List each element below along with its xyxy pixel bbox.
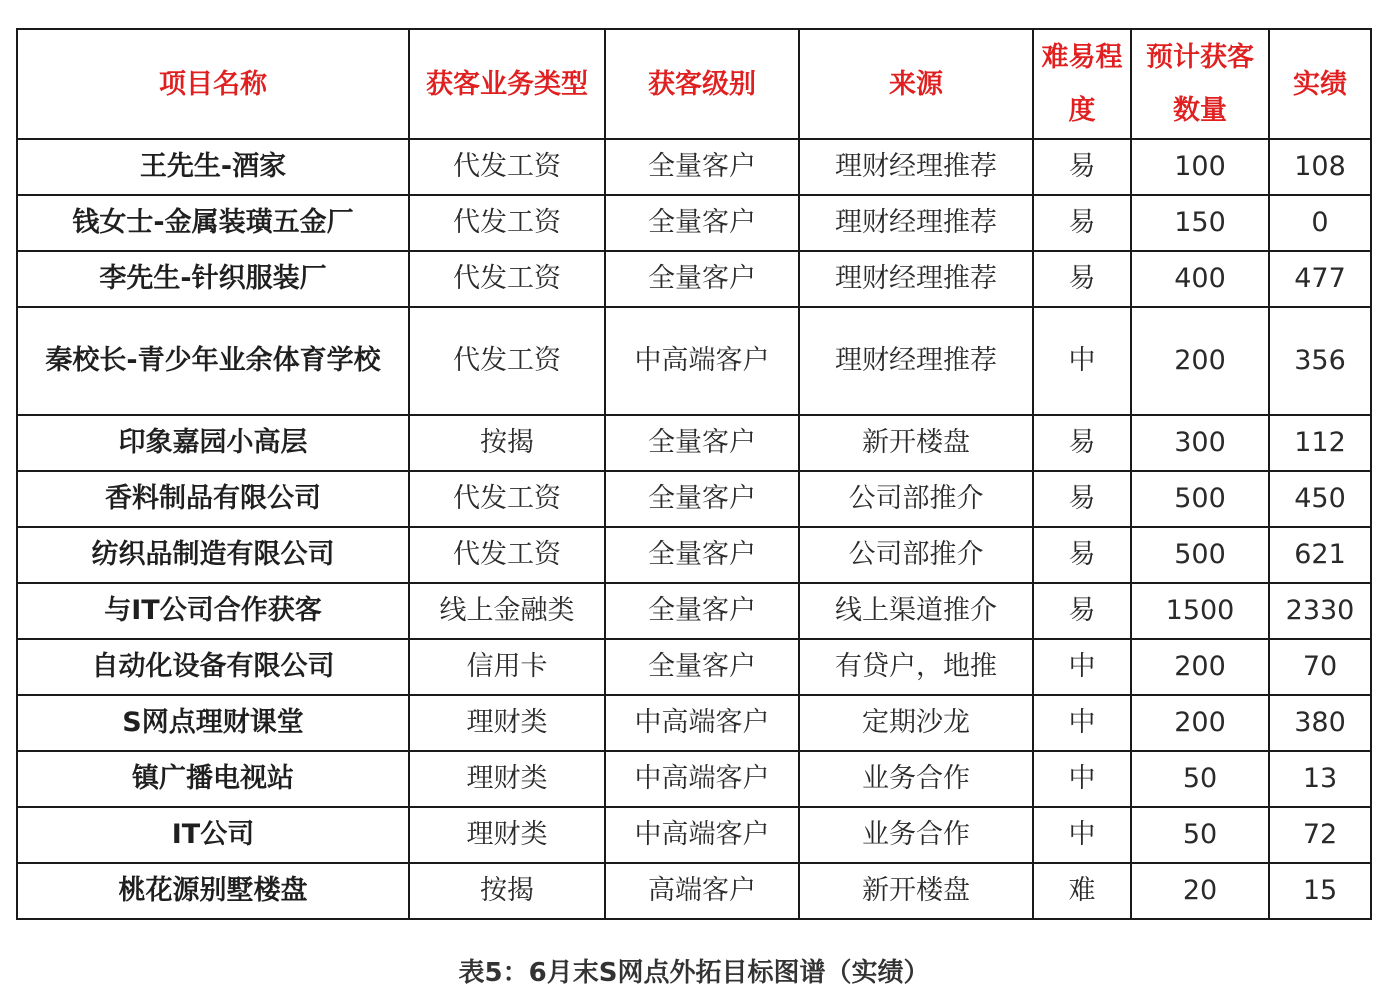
cell-source: 理财经理推荐 [799,139,1033,195]
cell-expected-count: 200 [1131,695,1269,751]
cell-customer-level: 全量客户 [605,527,799,583]
cell-actual: 15 [1269,863,1371,919]
header-actual: 实绩 [1269,29,1371,139]
cell-project-name: 桃花源别墅楼盘 [17,863,409,919]
cell-source: 公司部推介 [799,471,1033,527]
cell-customer-level: 中高端客户 [605,307,799,415]
cell-actual: 13 [1269,751,1371,807]
cell-expected-count: 500 [1131,527,1269,583]
cell-business-type: 信用卡 [409,639,605,695]
table-row [17,863,1371,919]
cell-source: 理财经理推荐 [799,195,1033,251]
cell-difficulty: 中 [1033,695,1131,751]
cell-actual: 0 [1269,195,1371,251]
cell-actual: 70 [1269,639,1371,695]
cell-customer-level: 全量客户 [605,251,799,307]
cell-actual: 380 [1269,695,1371,751]
cell-source: 公司部推介 [799,527,1033,583]
cell-actual: 356 [1269,307,1371,415]
cell-business-type: 代发工资 [409,195,605,251]
cell-actual: 112 [1269,415,1371,471]
cell-source: 有贷户，地推 [799,639,1033,695]
cell-expected-count: 300 [1131,415,1269,471]
cell-difficulty: 难 [1033,863,1131,919]
cell-source: 业务合作 [799,807,1033,863]
cell-expected-count: 400 [1131,251,1269,307]
cell-customer-level: 高端客户 [605,863,799,919]
header-project-name: 项目名称 [17,29,409,139]
target-table [16,28,1372,920]
cell-difficulty: 易 [1033,251,1131,307]
cell-project-name: 印象嘉园小高层 [17,415,409,471]
cell-business-type: 代发工资 [409,251,605,307]
cell-actual: 621 [1269,527,1371,583]
cell-source: 业务合作 [799,751,1033,807]
cell-customer-level: 中高端客户 [605,695,799,751]
cell-customer-level: 全量客户 [605,639,799,695]
cell-business-type: 线上金融类 [409,583,605,639]
cell-source: 理财经理推荐 [799,251,1033,307]
cell-expected-count: 500 [1131,471,1269,527]
cell-difficulty: 中 [1033,807,1131,863]
cell-customer-level: 全量客户 [605,195,799,251]
cell-project-name: 香料制品有限公司 [17,471,409,527]
cell-customer-level: 全量客户 [605,139,799,195]
header-expected-count: 预计获客数量 [1131,29,1269,139]
header-difficulty: 难易程度 [1033,29,1131,139]
cell-business-type: 按揭 [409,415,605,471]
cell-business-type: 理财类 [409,807,605,863]
cell-project-name: 钱女士-金属装璜五金厂 [17,195,409,251]
table-row [17,471,1371,527]
cell-customer-level: 全量客户 [605,471,799,527]
cell-business-type: 代发工资 [409,527,605,583]
cell-actual: 72 [1269,807,1371,863]
cell-customer-level: 中高端客户 [605,751,799,807]
cell-difficulty: 易 [1033,415,1131,471]
cell-business-type: 理财类 [409,751,605,807]
table-row [17,195,1371,251]
cell-project-name: 与IT公司合作获客 [17,583,409,639]
header-row [17,29,1371,139]
cell-expected-count: 20 [1131,863,1269,919]
header-source: 来源 [799,29,1033,139]
table-row [17,139,1371,195]
cell-project-name: IT公司 [17,807,409,863]
table-row [17,415,1371,471]
cell-difficulty: 易 [1033,195,1131,251]
cell-expected-count: 100 [1131,139,1269,195]
table-row [17,527,1371,583]
cell-difficulty: 易 [1033,139,1131,195]
table-row [17,251,1371,307]
cell-source: 线上渠道推介 [799,583,1033,639]
cell-business-type: 理财类 [409,695,605,751]
table-row [17,583,1371,639]
cell-business-type: 代发工资 [409,307,605,415]
cell-difficulty: 易 [1033,471,1131,527]
header-business-type: 获客业务类型 [409,29,605,139]
cell-actual: 108 [1269,139,1371,195]
cell-business-type: 代发工资 [409,471,605,527]
table-row [17,695,1371,751]
cell-source: 定期沙龙 [799,695,1033,751]
cell-project-name: 李先生-针织服装厂 [17,251,409,307]
cell-project-name: 秦校长-青少年业余体育学校 [17,307,409,415]
cell-business-type: 代发工资 [409,139,605,195]
table-row [17,751,1371,807]
cell-customer-level: 中高端客户 [605,807,799,863]
table-row [17,807,1371,863]
cell-difficulty: 易 [1033,527,1131,583]
cell-actual: 2330 [1269,583,1371,639]
cell-actual: 450 [1269,471,1371,527]
cell-expected-count: 50 [1131,751,1269,807]
cell-project-name: 王先生-酒家 [17,139,409,195]
cell-customer-level: 全量客户 [605,415,799,471]
cell-project-name: 纺织品制造有限公司 [17,527,409,583]
cell-expected-count: 50 [1131,807,1269,863]
cell-source: 新开楼盘 [799,415,1033,471]
header-customer-level: 获客级别 [605,29,799,139]
cell-source: 理财经理推荐 [799,307,1033,415]
cell-difficulty: 易 [1033,583,1131,639]
cell-business-type: 按揭 [409,863,605,919]
cell-expected-count: 1500 [1131,583,1269,639]
cell-source: 新开楼盘 [799,863,1033,919]
cell-customer-level: 全量客户 [605,583,799,639]
cell-expected-count: 200 [1131,639,1269,695]
cell-project-name: S网点理财课堂 [17,695,409,751]
cell-actual: 477 [1269,251,1371,307]
cell-expected-count: 150 [1131,195,1269,251]
table-row [17,639,1371,695]
cell-expected-count: 200 [1131,307,1269,415]
cell-difficulty: 中 [1033,751,1131,807]
cell-difficulty: 中 [1033,639,1131,695]
cell-project-name: 自动化设备有限公司 [17,639,409,695]
table-caption: 表5：6月末S网点外拓目标图谱（实绩） [458,958,930,988]
table-row [17,307,1371,415]
cell-difficulty: 中 [1033,307,1131,415]
cell-project-name: 镇广播电视站 [17,751,409,807]
